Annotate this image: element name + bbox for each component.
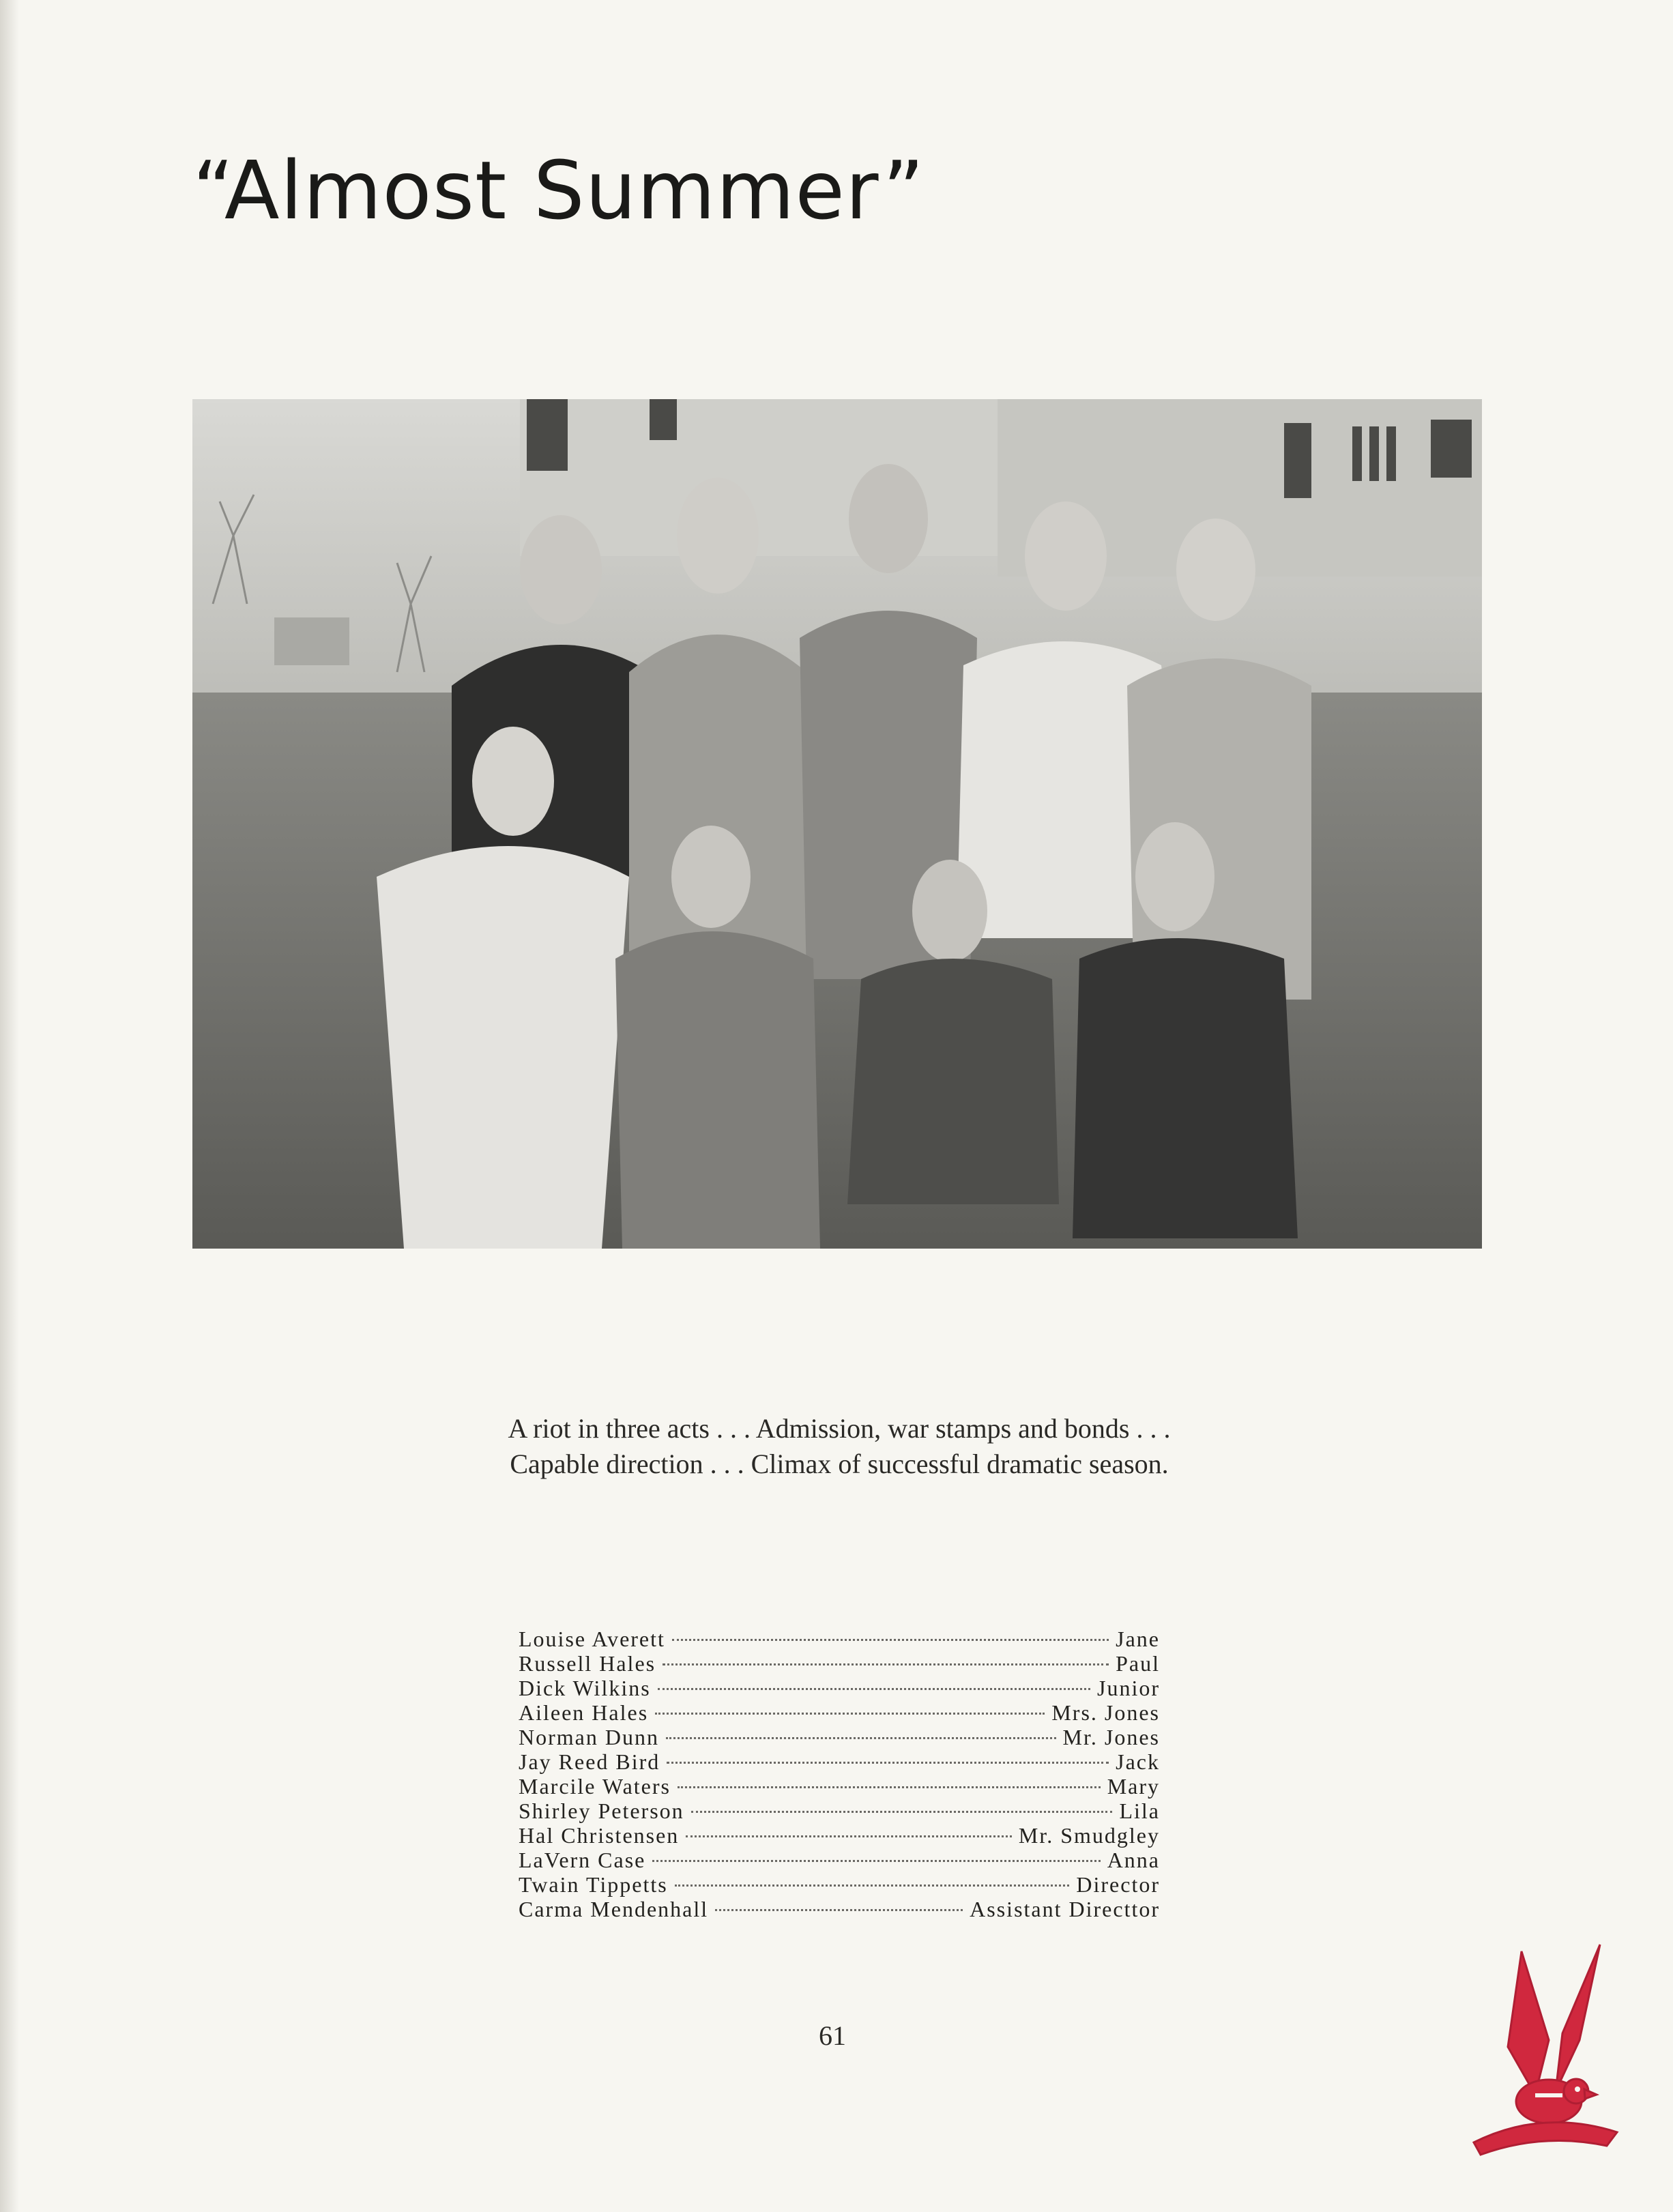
- cast-group-photo: [192, 399, 1482, 1249]
- cast-row: [519, 1848, 1160, 1872]
- leader-dots: [678, 1786, 1101, 1788]
- leader-dots: [652, 1860, 1100, 1862]
- cast-row: [519, 1823, 1160, 1848]
- cast-row: [519, 1700, 1160, 1725]
- leader-dots: [663, 1663, 1109, 1665]
- cast-role: Assistant Directtor: [970, 1897, 1160, 1921]
- cast-role: Director: [1076, 1872, 1160, 1897]
- cast-name: Hal Christensen: [519, 1823, 680, 1848]
- page-title: “Almost Summer”: [192, 143, 925, 237]
- cast-row: [519, 1651, 1160, 1676]
- cast-name: Norman Dunn: [519, 1725, 659, 1749]
- cast-name: Shirley Peterson: [519, 1799, 684, 1823]
- cast-role: Jack: [1116, 1749, 1160, 1774]
- leader-dots: [667, 1762, 1109, 1764]
- cast-name: Jay Reed Bird: [519, 1749, 660, 1774]
- cast-name: LaVern Case: [519, 1848, 646, 1872]
- cast-row: [519, 1725, 1160, 1749]
- leader-dots: [672, 1639, 1109, 1641]
- eagle-emblem-icon: [1460, 1938, 1631, 2163]
- page-spine-shadow: [0, 0, 19, 2212]
- leader-dots: [666, 1737, 1056, 1739]
- cast-row: [519, 1676, 1160, 1700]
- cast-role: Junior: [1097, 1676, 1160, 1700]
- leader-dots: [686, 1835, 1012, 1837]
- leader-dots: [658, 1688, 1090, 1690]
- cast-row: [519, 1897, 1160, 1921]
- cast-name: Twain Tippetts: [519, 1872, 668, 1897]
- photo-caption: [382, 1411, 1296, 1482]
- leader-dots: [715, 1909, 963, 1911]
- cast-row: [519, 1627, 1160, 1651]
- cast-photo-illustration: [192, 399, 1482, 1249]
- cast-name: Carma Mendenhall: [519, 1897, 709, 1921]
- cast-role: Mr. Smudgley: [1018, 1823, 1160, 1848]
- page-number: 61: [819, 2020, 846, 2051]
- caption-line-1: A riot in three acts . . . Admission, war stamps and bonds . . .: [508, 1413, 1171, 1444]
- cast-name: Aileen Hales: [519, 1700, 649, 1725]
- cast-name: Russell Hales: [519, 1651, 656, 1676]
- cast-role: Mrs. Jones: [1051, 1700, 1160, 1725]
- cast-name: Dick Wilkins: [519, 1676, 651, 1700]
- cast-role: Lila: [1119, 1799, 1160, 1823]
- caption-line-2: Capable direction . . . Climax of successful dramatic season.: [510, 1449, 1169, 1479]
- leader-dots: [691, 1811, 1113, 1813]
- cast-row: [519, 1799, 1160, 1823]
- cast-role: Anna: [1107, 1848, 1160, 1872]
- cast-role: Mr. Jones: [1062, 1725, 1160, 1749]
- cast-row: [519, 1749, 1160, 1774]
- leader-dots: [655, 1713, 1045, 1715]
- cast-name: Louise Averett: [519, 1627, 665, 1651]
- cast-name: Marcile Waters: [519, 1774, 671, 1799]
- leader-dots: [675, 1884, 1070, 1887]
- eagle-emblem-graphic: [1460, 1938, 1631, 2163]
- cast-role: Mary: [1107, 1774, 1160, 1799]
- cast-row: [519, 1774, 1160, 1799]
- cast-list: [519, 1627, 1160, 1921]
- cast-role: Jane: [1116, 1627, 1160, 1651]
- cast-row: [519, 1872, 1160, 1897]
- cast-role: Paul: [1116, 1651, 1160, 1676]
